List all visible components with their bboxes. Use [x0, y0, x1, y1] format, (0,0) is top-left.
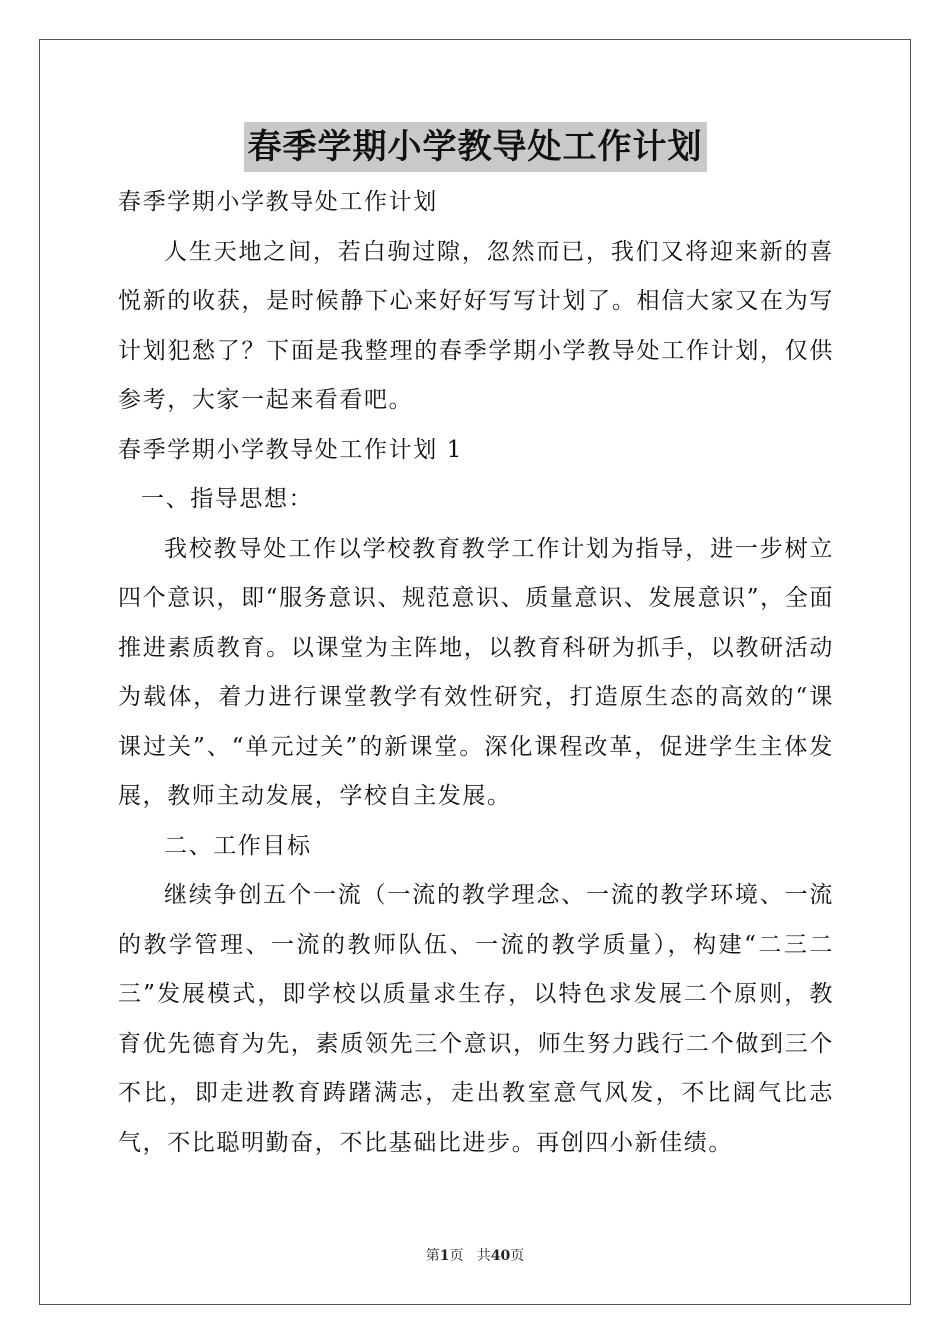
- page-footer: [0, 1245, 950, 1265]
- total-prefix: 共: [476, 1248, 491, 1264]
- document-title: 春季学期小学教导处工作计划: [244, 122, 707, 172]
- page-number: 1: [439, 1248, 450, 1264]
- section-heading: 二、工作目标: [164, 832, 312, 859]
- section-heading: 一、指导思想：: [141, 486, 314, 512]
- title-container: [0, 122, 950, 172]
- page-suffix: 页: [449, 1248, 464, 1264]
- paragraph: 我校教导处工作以学校教育教学工作计划为指导，进一步树立四个意识，即“服务意识、规范意识、质量意识、发展意识”，全面推进素质教育。以课堂为主阵地，以教育科研为抓手，以教研活动为载体，着力进行课堂教学有效性研究，打造原生态的高效的“课课过关”、“单元过关”的新课堂。深化课程改革，促进学生主体发展，教师主动发展，学校自主发展。: [118, 535, 834, 809]
- page-prefix: 第: [425, 1248, 440, 1264]
- total-suffix: 页: [510, 1248, 525, 1264]
- document-body: [118, 178, 834, 1168]
- paragraph: 春季学期小学教导处工作计划: [118, 189, 438, 215]
- paragraph: 继续争创五个一流（一流的教学理念、一流的教学环境、一流的教学管理、一流的教师队伍、一流的教学质量），构建“二三二三”发展模式，即学校以质量求生存，以特色求发展二个原则，教育优先德育为先，素质领先三个意识，师生努力践行二个做到三个不比，即走进教育踌躇满志，走出教室意气风发，不比阔气比志气，不比聪明勤奋，不比基础比进步。再创四小新佳绩。: [118, 882, 834, 1156]
- paragraph: 人生天地之间，若白驹过隙，忽然而已，我们又将迎来新的喜悦新的收获，是时候静下心来好好写写计划了。相信大家又在为写计划犯愁了？下面是我整理的春季学期小学教导处工作计划，仅供参考，大家一起来看看吧。: [118, 238, 834, 413]
- total-pages: 40: [490, 1248, 511, 1264]
- section-heading: 春季学期小学教导处工作计划 1: [118, 436, 463, 463]
